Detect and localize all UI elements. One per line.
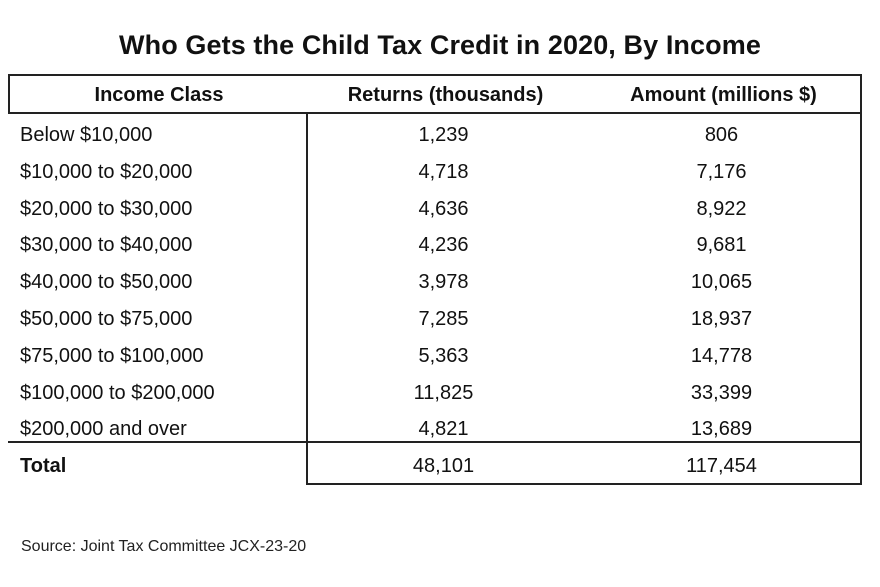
table-header-row (8, 74, 862, 114)
table-row (8, 376, 862, 412)
total-label: Total (20, 455, 67, 477)
income-class-cell: $20,000 to $30,000 (20, 197, 193, 220)
header-amount: Amount (millions $) (630, 84, 817, 106)
returns-cell: 3,978 (418, 271, 469, 294)
income-class-cell: $100,000 to $200,000 (20, 381, 215, 404)
returns-cell: 4,718 (418, 160, 469, 183)
returns-cell: 4,821 (418, 418, 469, 441)
returns-cell: 7,285 (418, 308, 469, 330)
table-row (8, 118, 862, 154)
data-table (8, 74, 862, 484)
table-row (8, 412, 862, 448)
returns-cell: 1,239 (418, 124, 469, 146)
table-row (8, 228, 862, 264)
income-class-cell: $200,000 and over (20, 418, 187, 441)
income-class-cell: $30,000 to $40,000 (20, 234, 193, 257)
table-row (8, 192, 862, 228)
returns-cell: 4,236 (418, 234, 469, 257)
header-income-class: Income Class (94, 84, 224, 106)
total-row (8, 449, 862, 485)
header-returns: Returns (thousands) (347, 84, 544, 106)
returns-cell: 5,363 (418, 344, 469, 367)
amount-cell: 806 (704, 124, 739, 146)
income-class-cell: $10,000 to $20,000 (20, 160, 193, 183)
table-row (8, 339, 862, 375)
income-class-cell: $50,000 to $75,000 (20, 308, 193, 330)
amount-cell: 14,778 (690, 344, 753, 367)
returns-cell: 11,825 (413, 381, 474, 404)
returns-cell: 4,636 (418, 197, 469, 220)
amount-cell: 33,399 (690, 381, 753, 404)
chart-title: Who Gets the Child Tax Credit in 2020, By Income (119, 30, 761, 60)
source-note: Source: Joint Tax Committee JCX-23-20 (21, 538, 307, 555)
table-row (8, 265, 862, 301)
income-class-cell: $75,000 to $100,000 (20, 344, 204, 367)
amount-cell: 9,681 (696, 234, 747, 257)
amount-cell: 18,937 (690, 308, 753, 330)
table-row (8, 155, 862, 191)
amount-cell: 13,689 (690, 418, 753, 441)
total-amount: 117,454 (686, 455, 757, 477)
income-class-cell: $40,000 to $50,000 (20, 271, 193, 294)
amount-cell: 7,176 (696, 160, 747, 183)
amount-cell: 10,065 (690, 271, 753, 294)
income-class-cell: Below $10,000 (20, 124, 153, 146)
total-returns: 48,101 (412, 455, 475, 477)
amount-cell: 8,922 (696, 197, 747, 220)
table-row (8, 302, 862, 338)
